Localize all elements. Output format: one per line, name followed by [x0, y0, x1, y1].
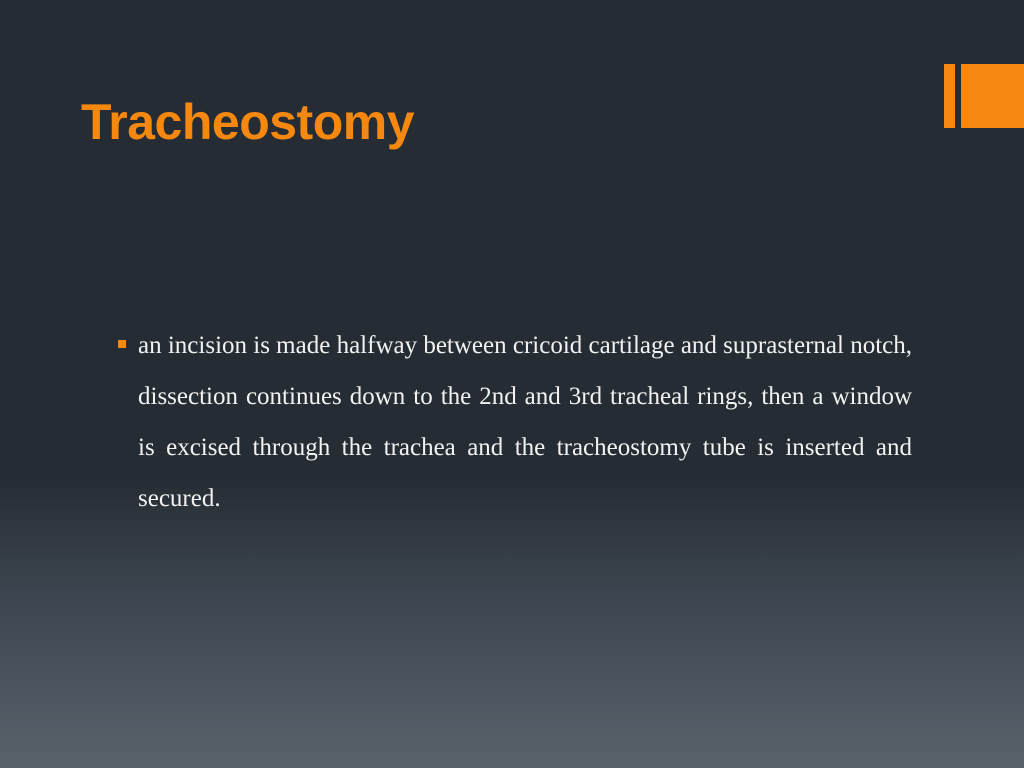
square-bullet-icon	[118, 340, 126, 348]
slide-content	[118, 320, 912, 524]
bullet-item	[118, 320, 912, 524]
corner-accent-mark	[944, 64, 1024, 128]
bullet-text: an incision is made halfway between cricoid cartilage and suprasternal notch, dissection continues down to the 2nd and 3rd tracheal rings, then a window is excised through the trachea and the tracheostomy tube is inserted and secured.	[138, 332, 913, 512]
slide-title: Tracheostomy	[81, 94, 415, 150]
corner-accent-bar	[944, 64, 955, 128]
corner-accent-block	[961, 64, 1024, 128]
